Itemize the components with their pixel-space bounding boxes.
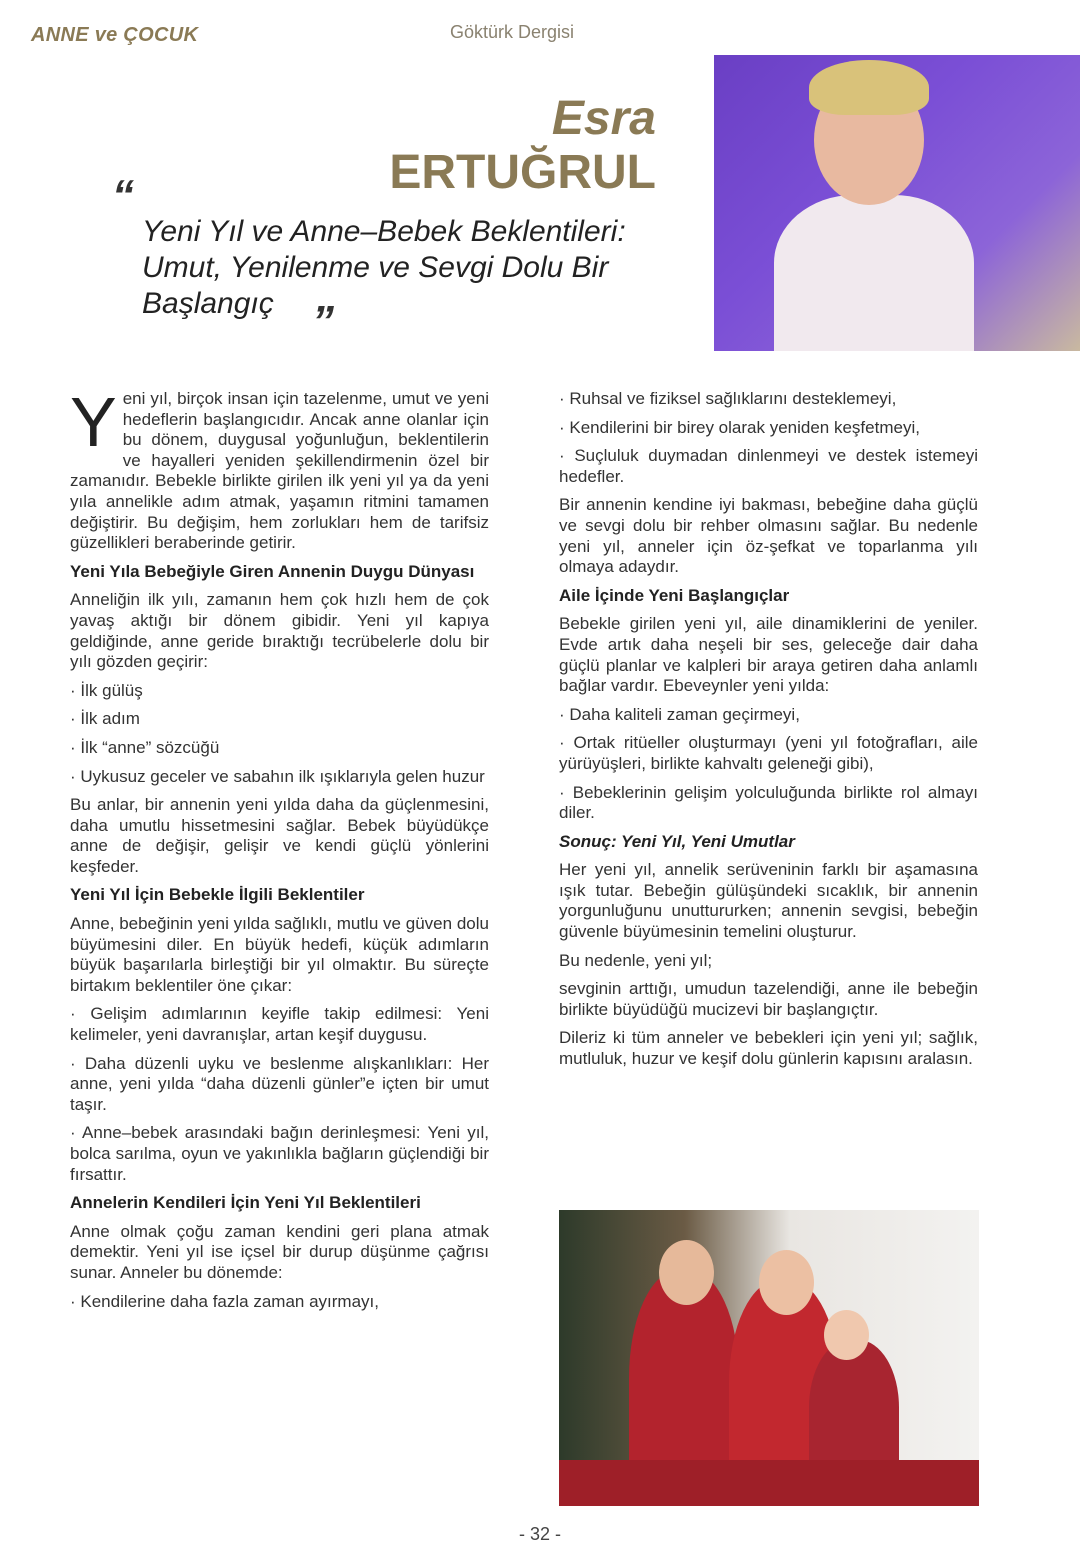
author-first-name: Esra — [551, 92, 656, 145]
article-column-left — [70, 383, 489, 1320]
bullet-item: · Daha kaliteli zaman geçirmeyi, — [559, 705, 978, 726]
photo-figure-body — [774, 195, 974, 351]
bullet-item: · Kendilerine daha fazla zaman ayırmayı, — [70, 1292, 489, 1313]
bullet-item: · Anne–bebek arasındaki bağın derinleşmesi: Yeni yıl, bolca sarılma, oyun ve yakınlıkla bağların güçlendiği bir fırsattır. — [70, 1123, 489, 1185]
bullet-item: · İlk gülüş — [70, 681, 489, 702]
paragraph: Dileriz ki tüm anneler ve bebekleri için yeni yıl; sağlık, mutluluk, huzur ve keşif dolu günlerin kapısını aralasın. — [559, 1028, 978, 1069]
author-last-name: ERTUĞRUL — [389, 146, 656, 199]
open-quote-mark: “ — [112, 171, 134, 220]
bullet-item: · Gelişim adımlarının keyifle takip edilmesi: Yeni kelimeler, yeni davranışlar, artan keşif duygusu. — [70, 1004, 489, 1045]
section-heading: Yeni Yıla Bebeğiyle Giren Annenin Duygu Dünyası — [70, 561, 475, 581]
paragraph: Bir annenin kendine iyi bakması, bebeğine daha güçlü ve sevgi dolu bir rehber olmasını sağlar. Bu nedenle yeni yıl, anneler için öz-şefkat ve toparlanma yılı olmaya adaydır. — [559, 495, 978, 577]
author-photo — [714, 55, 1080, 351]
photo-figure-hair — [809, 60, 929, 115]
section-label: ANNE ve ÇOCUK — [31, 24, 199, 46]
photo-baby-face — [824, 1310, 869, 1360]
bullet-item: · Ortak ritüeller oluşturmayı (yeni yıl fotoğrafları, aile yürüyüşleri, birlikte kahvaltı geleneği gibi), — [559, 733, 978, 774]
paragraph: Her yeni yıl, annelik serüveninin farklı bir aşamasına ışık tutar. Bebeğin gülüşündeki sıcaklık, bir annenin yorgunluğunu unuttururken; annenin sevgisi, bebeğin güvenle büyümesinin temelini oluşturur. — [559, 860, 978, 942]
bullet-item: · Suçluluk duymadan dinlenmeyi ve destek istemeyi hedefler. — [559, 446, 978, 487]
article-column-right — [559, 389, 978, 1078]
bullet-item: · Daha düzenli uyku ve beslenme alışkanlıkları: Her anne, yeni yılda “daha düzenli günler”e içten bir umut taşır. — [70, 1054, 489, 1116]
close-quote-mark: ” — [312, 297, 334, 346]
bullet-item: · Bebeklerinin gelişim yolculuğunda birlikte rol almayı diler. — [559, 783, 978, 824]
paragraph: Anne, bebeğinin yeni yılda sağlıklı, mutlu ve güven dolu büyümesini diler. En büyük hedefi, küçük adımların büyük başarılarla birleştiği bir yıl olmaktır. Bu süreçte birtakım beklentiler öne çıkar: — [70, 914, 489, 995]
photo-father-face — [659, 1240, 714, 1305]
photo-blanket — [559, 1460, 979, 1506]
paragraph-text: eni yıl, birçok insan için tazelenme, umut ve yeni hedeflerin başlangıcıdır. Ancak anne olanlar için bu dönem, duygusal yoğunluğun, beklentilerin ve hayalleri yeniden şekillendirmenin özel bir zamanıdır. Bebekle birlikte girilen ilk yeni yıl ya da yeni yıla annelikle adım atmak, yaşamın ritmini tamamen değiştirir. Bu değişim, hem zorlukları hem de tarifsiz güzellikleri beraberinde getirir. — [70, 389, 489, 553]
section-heading: Sonuç: Yeni Yıl, Yeni Umutlar — [559, 831, 795, 851]
paragraph: Anneliğin ilk yılı, zamanın hem çok hızlı hem de çok yavaş aktığı bir dönem gibidir. Yeni yıl kapıya geldiğinde, anne geride bıraktığı tecrübelerle dolu bir yılı gözden geçirir: — [70, 590, 489, 672]
paragraph: Bu nedenle, yeni yıl; — [559, 950, 713, 970]
intro-paragraph — [70, 383, 489, 554]
section-heading: Yeni Yıl İçin Bebekle İlgili Beklentiler — [70, 885, 365, 905]
paragraph: Bebekle girilen yeni yıl, aile dinamiklerini de yeniler. Evde artık daha neşeli bir ses, geleceğe dair daha güçlü planlar ve kalpleri bir araya getiren daha anlamlı bağlar vardır. Ebeveynler yeni yılda: — [559, 614, 978, 696]
magazine-name: Göktürk Dergisi — [450, 22, 575, 42]
photo-mother-face — [759, 1250, 814, 1315]
page-number: - 32 - — [518, 1524, 561, 1544]
family-photo — [559, 1210, 979, 1506]
paragraph: Bu anlar, bir annenin yeni yılda daha da güçlenmesini, daha umutlu hissetmesini sağlar. Bebek büyüdükçe anne de değişir, gelişir ve kendi güçlü yönlerini keşfeder. — [70, 795, 489, 876]
paragraph: sevginin arttığı, umudun tazelendiği, anne ile bebeğin birlikte büyüdüğü mucizevi bir başlangıçtır. — [559, 979, 978, 1019]
bullet-item: · Ruhsal ve fiziksel sağlıklarını desteklemeyi, — [559, 389, 978, 410]
bullet-item: · İlk “anne” sözcüğü — [70, 738, 489, 759]
bullet-item: · Uykusuz geceler ve sabahın ilk ışıklarıyla gelen huzur — [70, 767, 489, 788]
section-heading: Aile İçinde Yeni Başlangıçlar — [559, 585, 790, 605]
bullet-item: · Kendilerini bir birey olarak yeniden keşfetmeyi, — [559, 418, 978, 439]
bullet-item: · İlk adım — [70, 709, 489, 730]
article-title: Yeni Yıl ve Anne–Bebek Beklentileri: Umut, Yenilenme ve Sevgi Dolu Bir Başlangıç — [142, 215, 626, 320]
section-heading: Annelerin Kendileri İçin Yeni Yıl Beklentileri — [70, 1193, 421, 1213]
drop-cap: Y — [70, 383, 117, 461]
paragraph: Anne olmak çoğu zaman kendini geri plana atmak demektir. Yeni yıl ise içsel bir durup düşünme çağrısı sunar. Anneler bu dönemde: — [70, 1221, 489, 1282]
